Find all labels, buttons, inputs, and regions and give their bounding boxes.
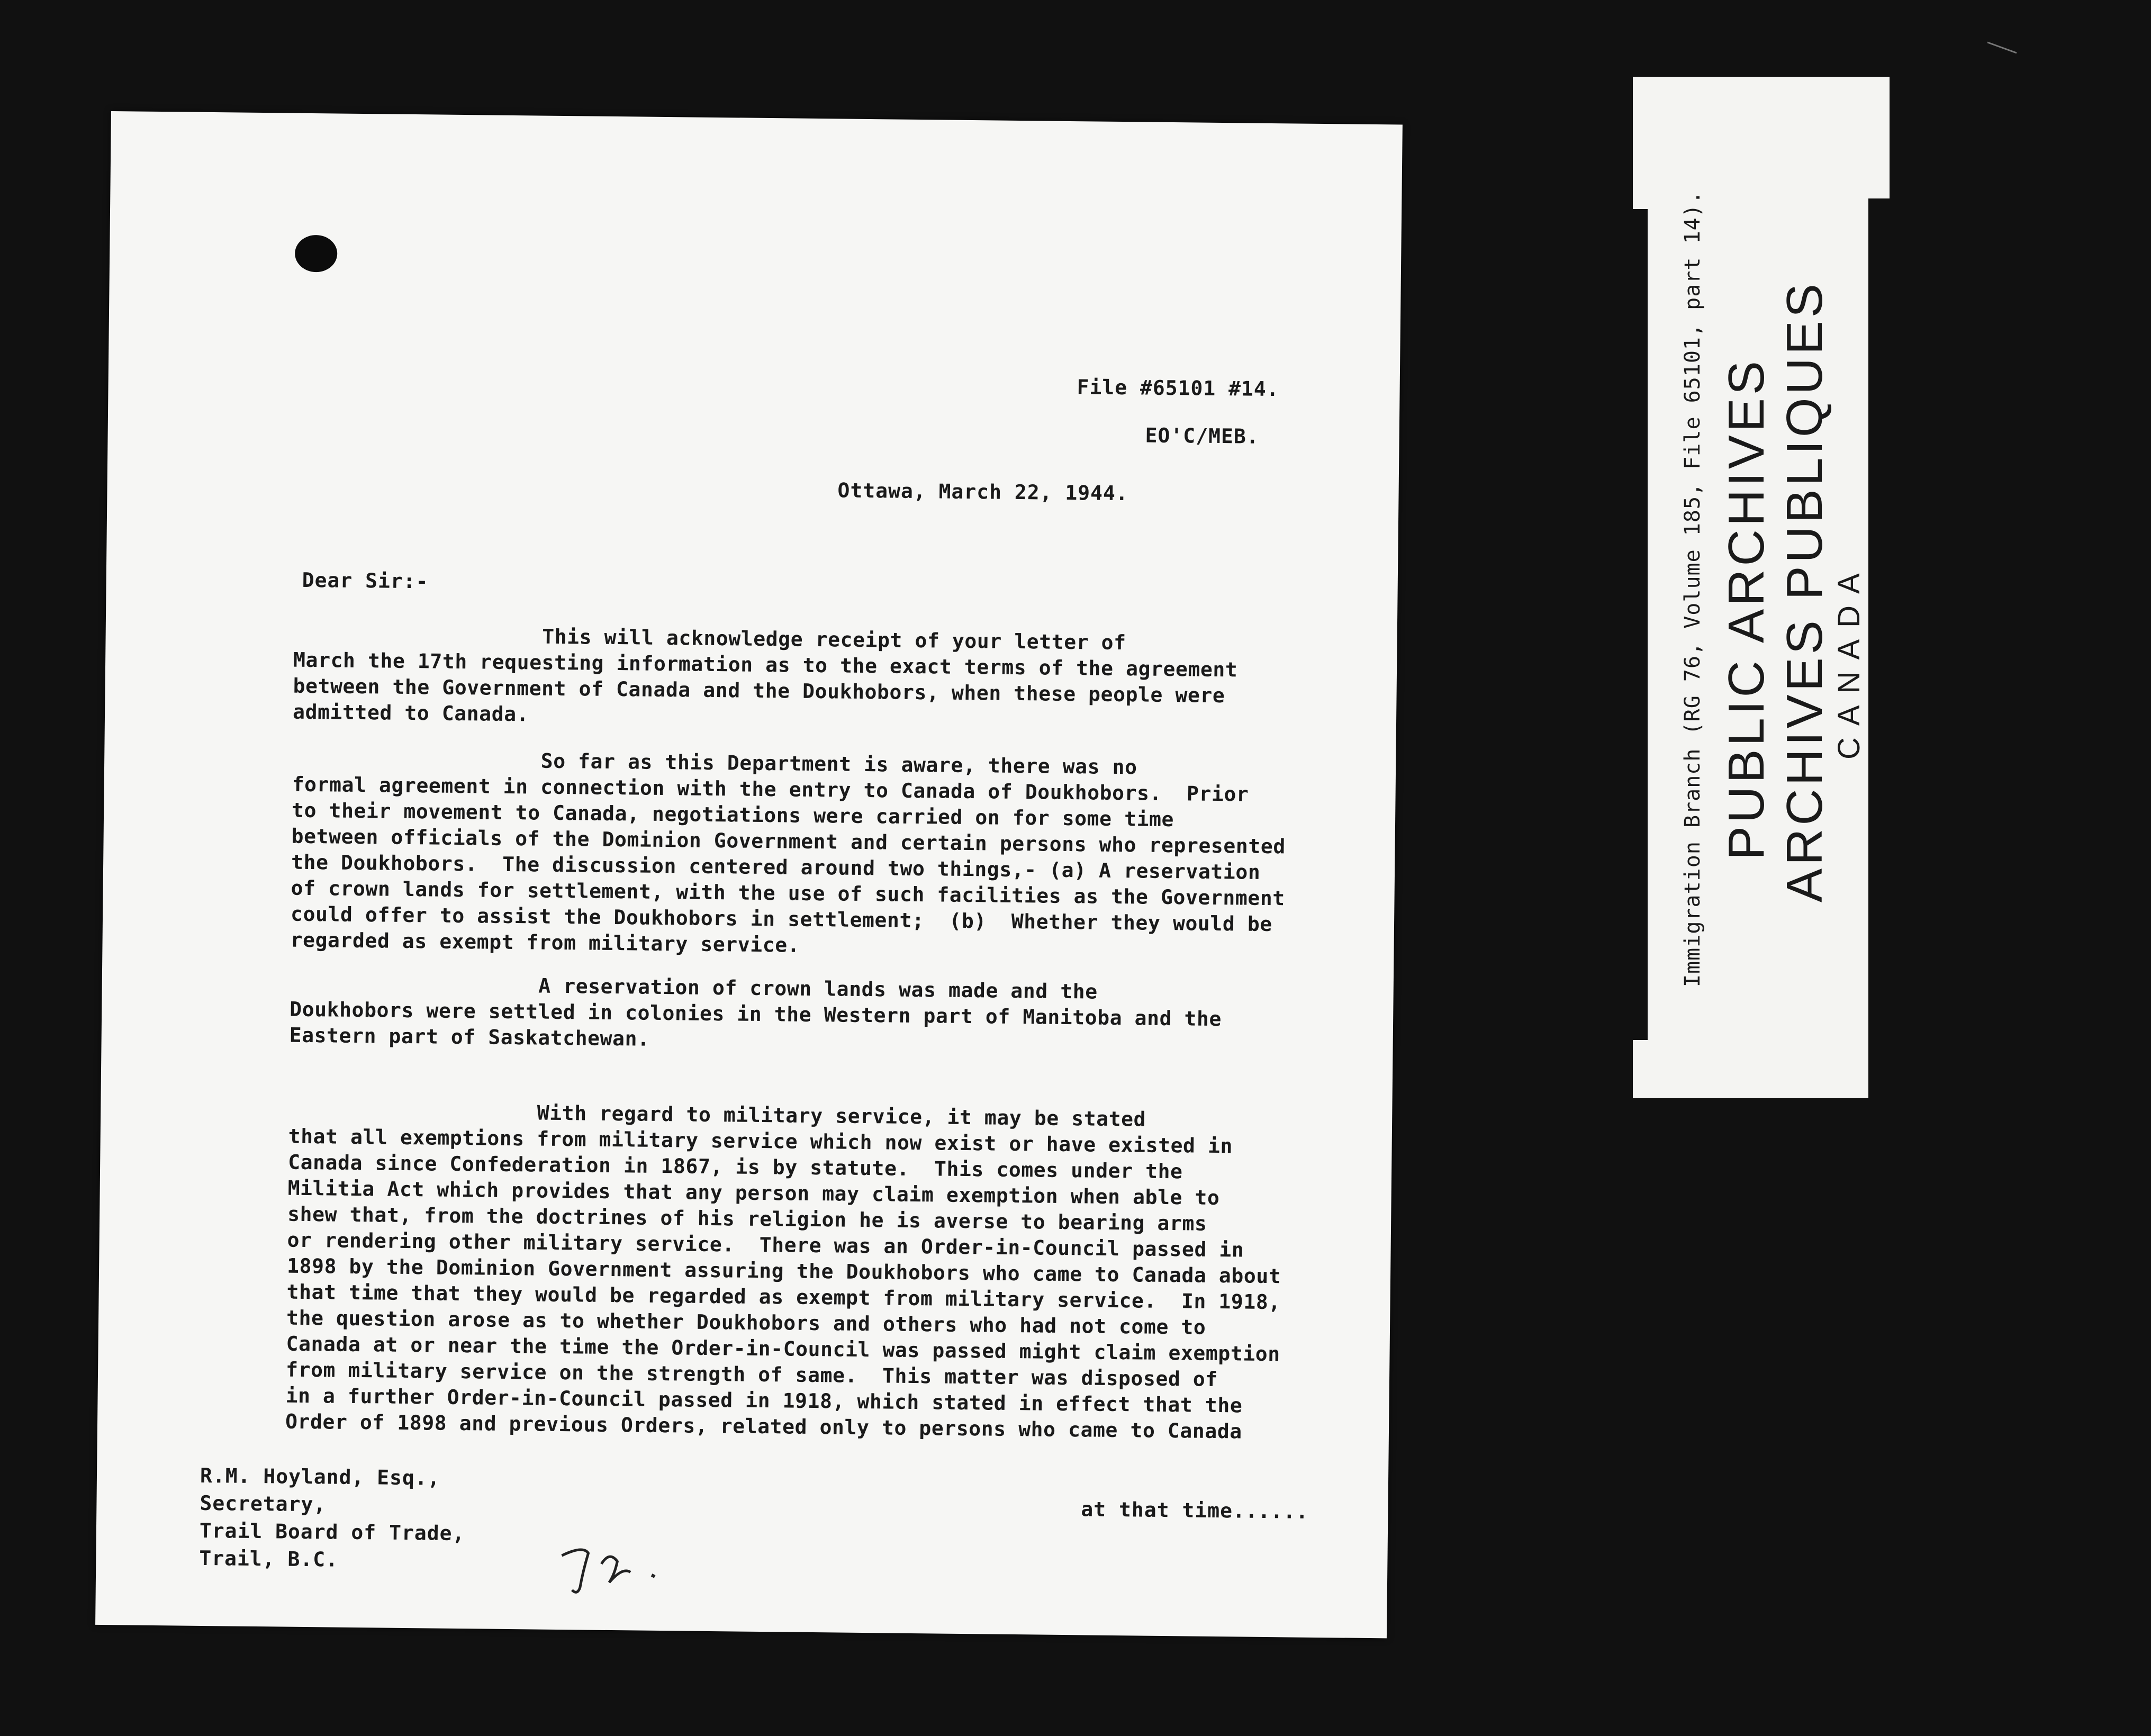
recipient-address (199, 1462, 466, 1575)
salutation: Dear Sir:- (302, 568, 429, 593)
country-name: CANADA (1832, 562, 1866, 760)
letter-page (95, 111, 1403, 1638)
body-paragraph: This will acknowledge receipt of your letter of March the 17th requesting information as to the exact terms of the agreement between the Government of Canada and the Doukhobors, when these people were admitted to Canada. (292, 622, 1238, 726)
body-paragraph: A reservation of crown lands was made and the Doukhobors were settled in colonies in the Western part of Manitoba and the Eastern part of Saskatchewan. (289, 971, 1222, 1051)
archive-label (1633, 77, 1868, 1098)
continuation-note: at that time...... (1081, 1497, 1309, 1523)
address-line: R.M. Hoyland, Esq., (200, 1463, 440, 1490)
body-paragraph: With regard to military service, it may be stated that all exemptions from military service which now exist or have existed in Canada since Confederation in 1867, is by statute. This comes under the Militia Act which provides that any person may claim exemption when able to shew that, from the doctrines of his religion he is averse to bearing arms or rendering other military service. There was an Order-in-Council passed in 1898 by the Dominion Government assuring the Doukhobors who came to Canada about that time that they would be regarded as exempt from military service. In 1918, the question arose as to whether Doukhobors and others who had not come to Canada at or near the time the Order-in-Council was passed might claim exemption from military service on the strength of same. This matter was disposed of in a further Order-in-Council passed in 1918, which stated in effect that the Order of 1898 and previous Orders, related only to persons who came to Canada (285, 1098, 1281, 1443)
body-paragraph: So far as this Department is aware, there was no formal agreement in connection with the entry to Canada of Doukhobors. Prior to their movement to Canada, negotiations were carried on for some time between officials of the Dominion Government and certain persons who represented the Doukhobors. The discussion centered around two things,- (a) A reservation of crown lands for settlement, with the use of such facilities as the Government could offer to assist the Doukhobors in settlement; (b) Whether they would be regarded as exempt from military service. (290, 746, 1286, 957)
label-tab (1868, 77, 1890, 198)
address-line: Trail, B.C. (199, 1546, 339, 1571)
punch-hole (295, 235, 338, 273)
label-edge (1633, 209, 1648, 1040)
typist-initials: EO'C/MEB. (1145, 423, 1259, 448)
address-line: Trail Board of Trade, (199, 1518, 465, 1545)
dateline: Ottawa, March 22, 1944. (837, 478, 1128, 505)
address-line: Secretary, (200, 1491, 327, 1516)
archives-name-french: ARCHIVES PUBLIQUES (1776, 281, 1833, 902)
handwritten-initials (551, 1534, 673, 1599)
film-scratch (1985, 37, 2022, 58)
archives-name-english: PUBLIC ARCHIVES (1718, 358, 1775, 860)
file-reference: File #65101 #14. (1077, 375, 1279, 401)
source-credit: Immigration Branch (RG 76, Volume 185, File 65101, part 14). (1680, 191, 1705, 987)
